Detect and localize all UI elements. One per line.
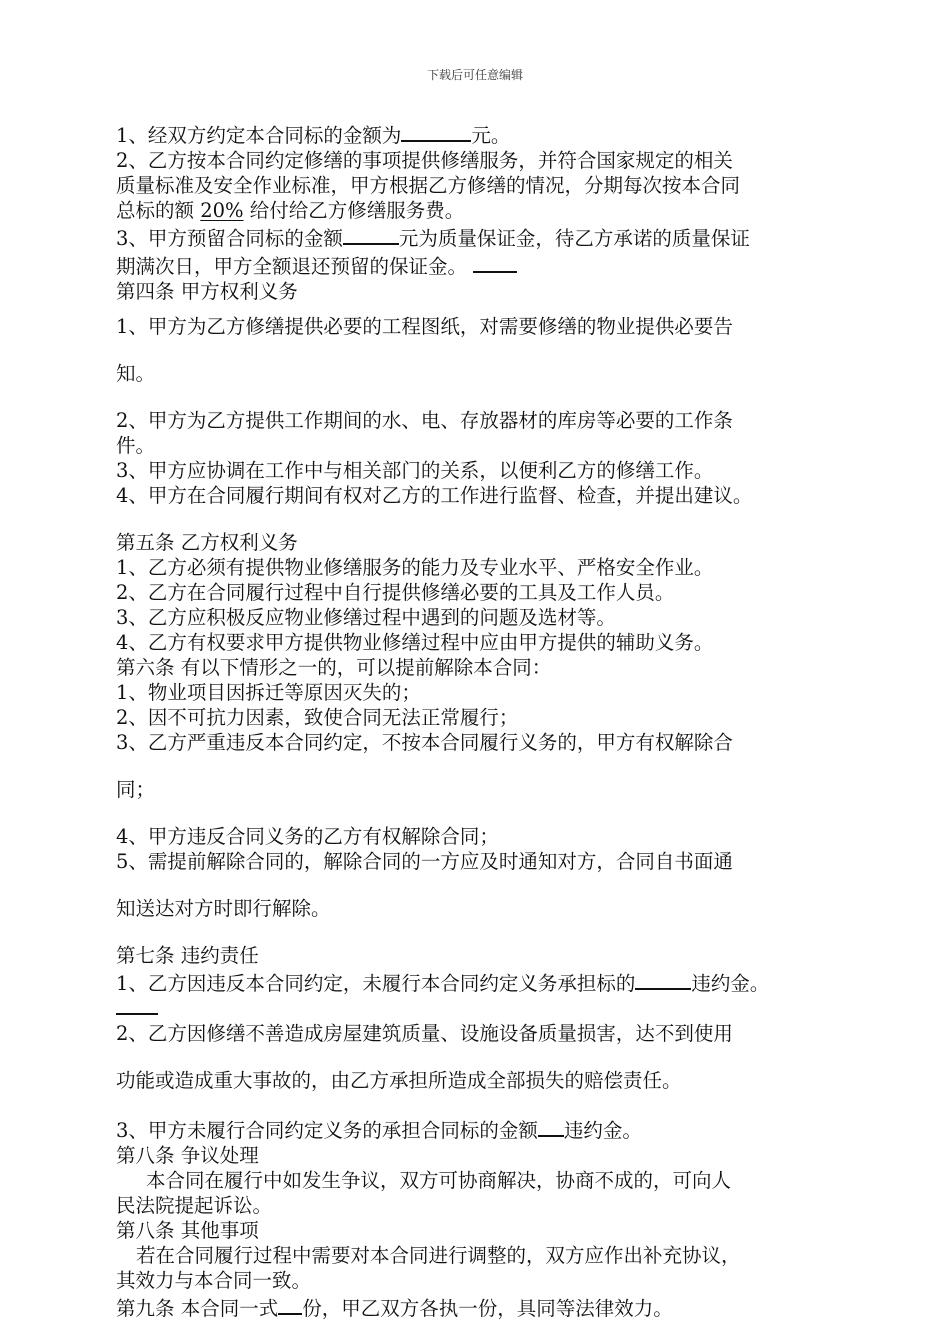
clause-deposit-line2: 期满次日，甲方全额退还预留的保证金。 xyxy=(116,251,856,279)
section-6-item-5a: 5、需提前解除合同的，解除合同的一方应及时通知对方，合同自书面通 xyxy=(116,850,733,873)
section-6-title: 第六条 有以下情形之一的，可以提前解除本合同： xyxy=(116,656,552,679)
contract-body xyxy=(116,120,856,1321)
blank-penalty-3 xyxy=(538,1115,564,1137)
clause-deposit-line1: 3、甲方预留合同标的金额 元为质量保证金，待乙方承诺的质量保证 xyxy=(116,223,856,251)
section-7-item-2a: 2、乙方因修缮不善造成房屋建筑质量、设施设备质量损害，达不到使用 xyxy=(116,1022,733,1045)
section-4-item-4: 4、甲方在合同履行期间有权对乙方的工作进行监督、检查，并提出建议。 xyxy=(116,484,753,507)
blank-penalty-2 xyxy=(116,1003,158,1015)
section-4-item-1b: 知。 xyxy=(116,362,156,385)
section-4-item-2a: 2、甲方为乙方提供工作期间的水、电、存放器材的库房等必要的工作条 xyxy=(116,409,733,432)
section-8b-text-2: 其效力与本合同一致。 xyxy=(116,1269,312,1292)
section-8b-title: 第八条 其他事项 xyxy=(116,1219,259,1242)
section-6-item-2: 2、因不可抗力因素，致使合同无法正常履行； xyxy=(116,706,519,729)
section-4-title: 第四条 甲方权利义务 xyxy=(116,280,298,303)
section-6-item-5b: 知送达对方时即行解除。 xyxy=(116,897,331,920)
section-7-item-2b: 功能或造成重大事故的，由乙方承担所造成全部损失的赔偿责任。 xyxy=(116,1069,682,1092)
clause-service-line3: 总标的额 20% 给付给乙方修缮服务费。 xyxy=(116,199,465,222)
section-6-item-3b: 同； xyxy=(116,778,156,801)
blank-trailing xyxy=(473,251,517,273)
section-8-title: 第八条 争议处理 xyxy=(116,1144,259,1167)
section-5-item-2: 2、乙方在合同履行过程中自行提供修缮必要的工具及工作人员。 xyxy=(116,581,675,604)
section-7-blank-line xyxy=(116,996,856,1021)
section-4-item-3: 3、甲方应协调在工作中与相关部门的关系，以便利乙方的修缮工作。 xyxy=(116,459,714,482)
section-4-item-2b: 件。 xyxy=(116,434,156,457)
clause-payment-amount: 1、经双方约定本合同标的金额为 元。 xyxy=(116,120,856,148)
section-7-title: 第七条 违约责任 xyxy=(116,944,259,967)
clause-service-line1: 2、乙方按本合同约定修缮的事项提供修缮服务，并符合国家规定的相关 xyxy=(116,149,733,172)
section-5-item-1: 1、乙方必须有提供物业修缮服务的能力及专业水平、严格安全作业。 xyxy=(116,556,714,579)
section-7-item-3: 3、甲方未履行合同约定义务的承担合同标的金额 违约金。 xyxy=(116,1115,856,1143)
section-5-item-3: 3、乙方应积极反应物业修缮过程中遇到的问题及选材等。 xyxy=(116,606,616,629)
blank-penalty-1 xyxy=(635,968,691,990)
blank-amount xyxy=(401,120,471,142)
section-6-item-4: 4、甲方违反合同义务的乙方有权解除合同； xyxy=(116,825,499,848)
section-4-item-1a: 1、甲方为乙方修缮提供必要的工程图纸，对需要修缮的物业提供必要告 xyxy=(116,315,733,338)
section-8-text-2: 民法院提起诉讼。 xyxy=(116,1194,273,1217)
section-6-item-1: 1、物业项目因拆迁等原因灭失的； xyxy=(116,681,421,704)
section-7-item-1: 1、乙方因违反本合同约定，未履行本合同约定义务承担标的 违约金。 xyxy=(116,968,856,996)
page-header: 下载后可任意编辑 xyxy=(426,68,523,82)
section-8-text-1: 本合同在履行中如发生争议，双方可协商解决，协商不成的，可向人 xyxy=(146,1169,732,1192)
blank-copies xyxy=(278,1293,302,1315)
section-8b-text-1: 若在合同履行过程中需要对本合同进行调整的，双方应作出补充协议， xyxy=(136,1244,741,1267)
section-6-item-3a: 3、乙方严重违反本合同约定，不按本合同履行义务的，甲方有权解除合 xyxy=(116,731,733,754)
section-5-title: 第五条 乙方权利义务 xyxy=(116,531,298,554)
clause-service-line2: 质量标准及安全作业标准，甲方根据乙方修缮的情况，分期每次按本合同 xyxy=(116,174,741,197)
section-5-item-4: 4、乙方有权要求甲方提供物业修缮过程中应由甲方提供的辅助义务。 xyxy=(116,631,714,654)
blank-deposit xyxy=(343,223,399,245)
section-9: 第九条 本合同一式 份，甲乙双方各执一份，具同等法律效力。 xyxy=(116,1293,856,1321)
percent-value: 20% xyxy=(200,199,244,222)
